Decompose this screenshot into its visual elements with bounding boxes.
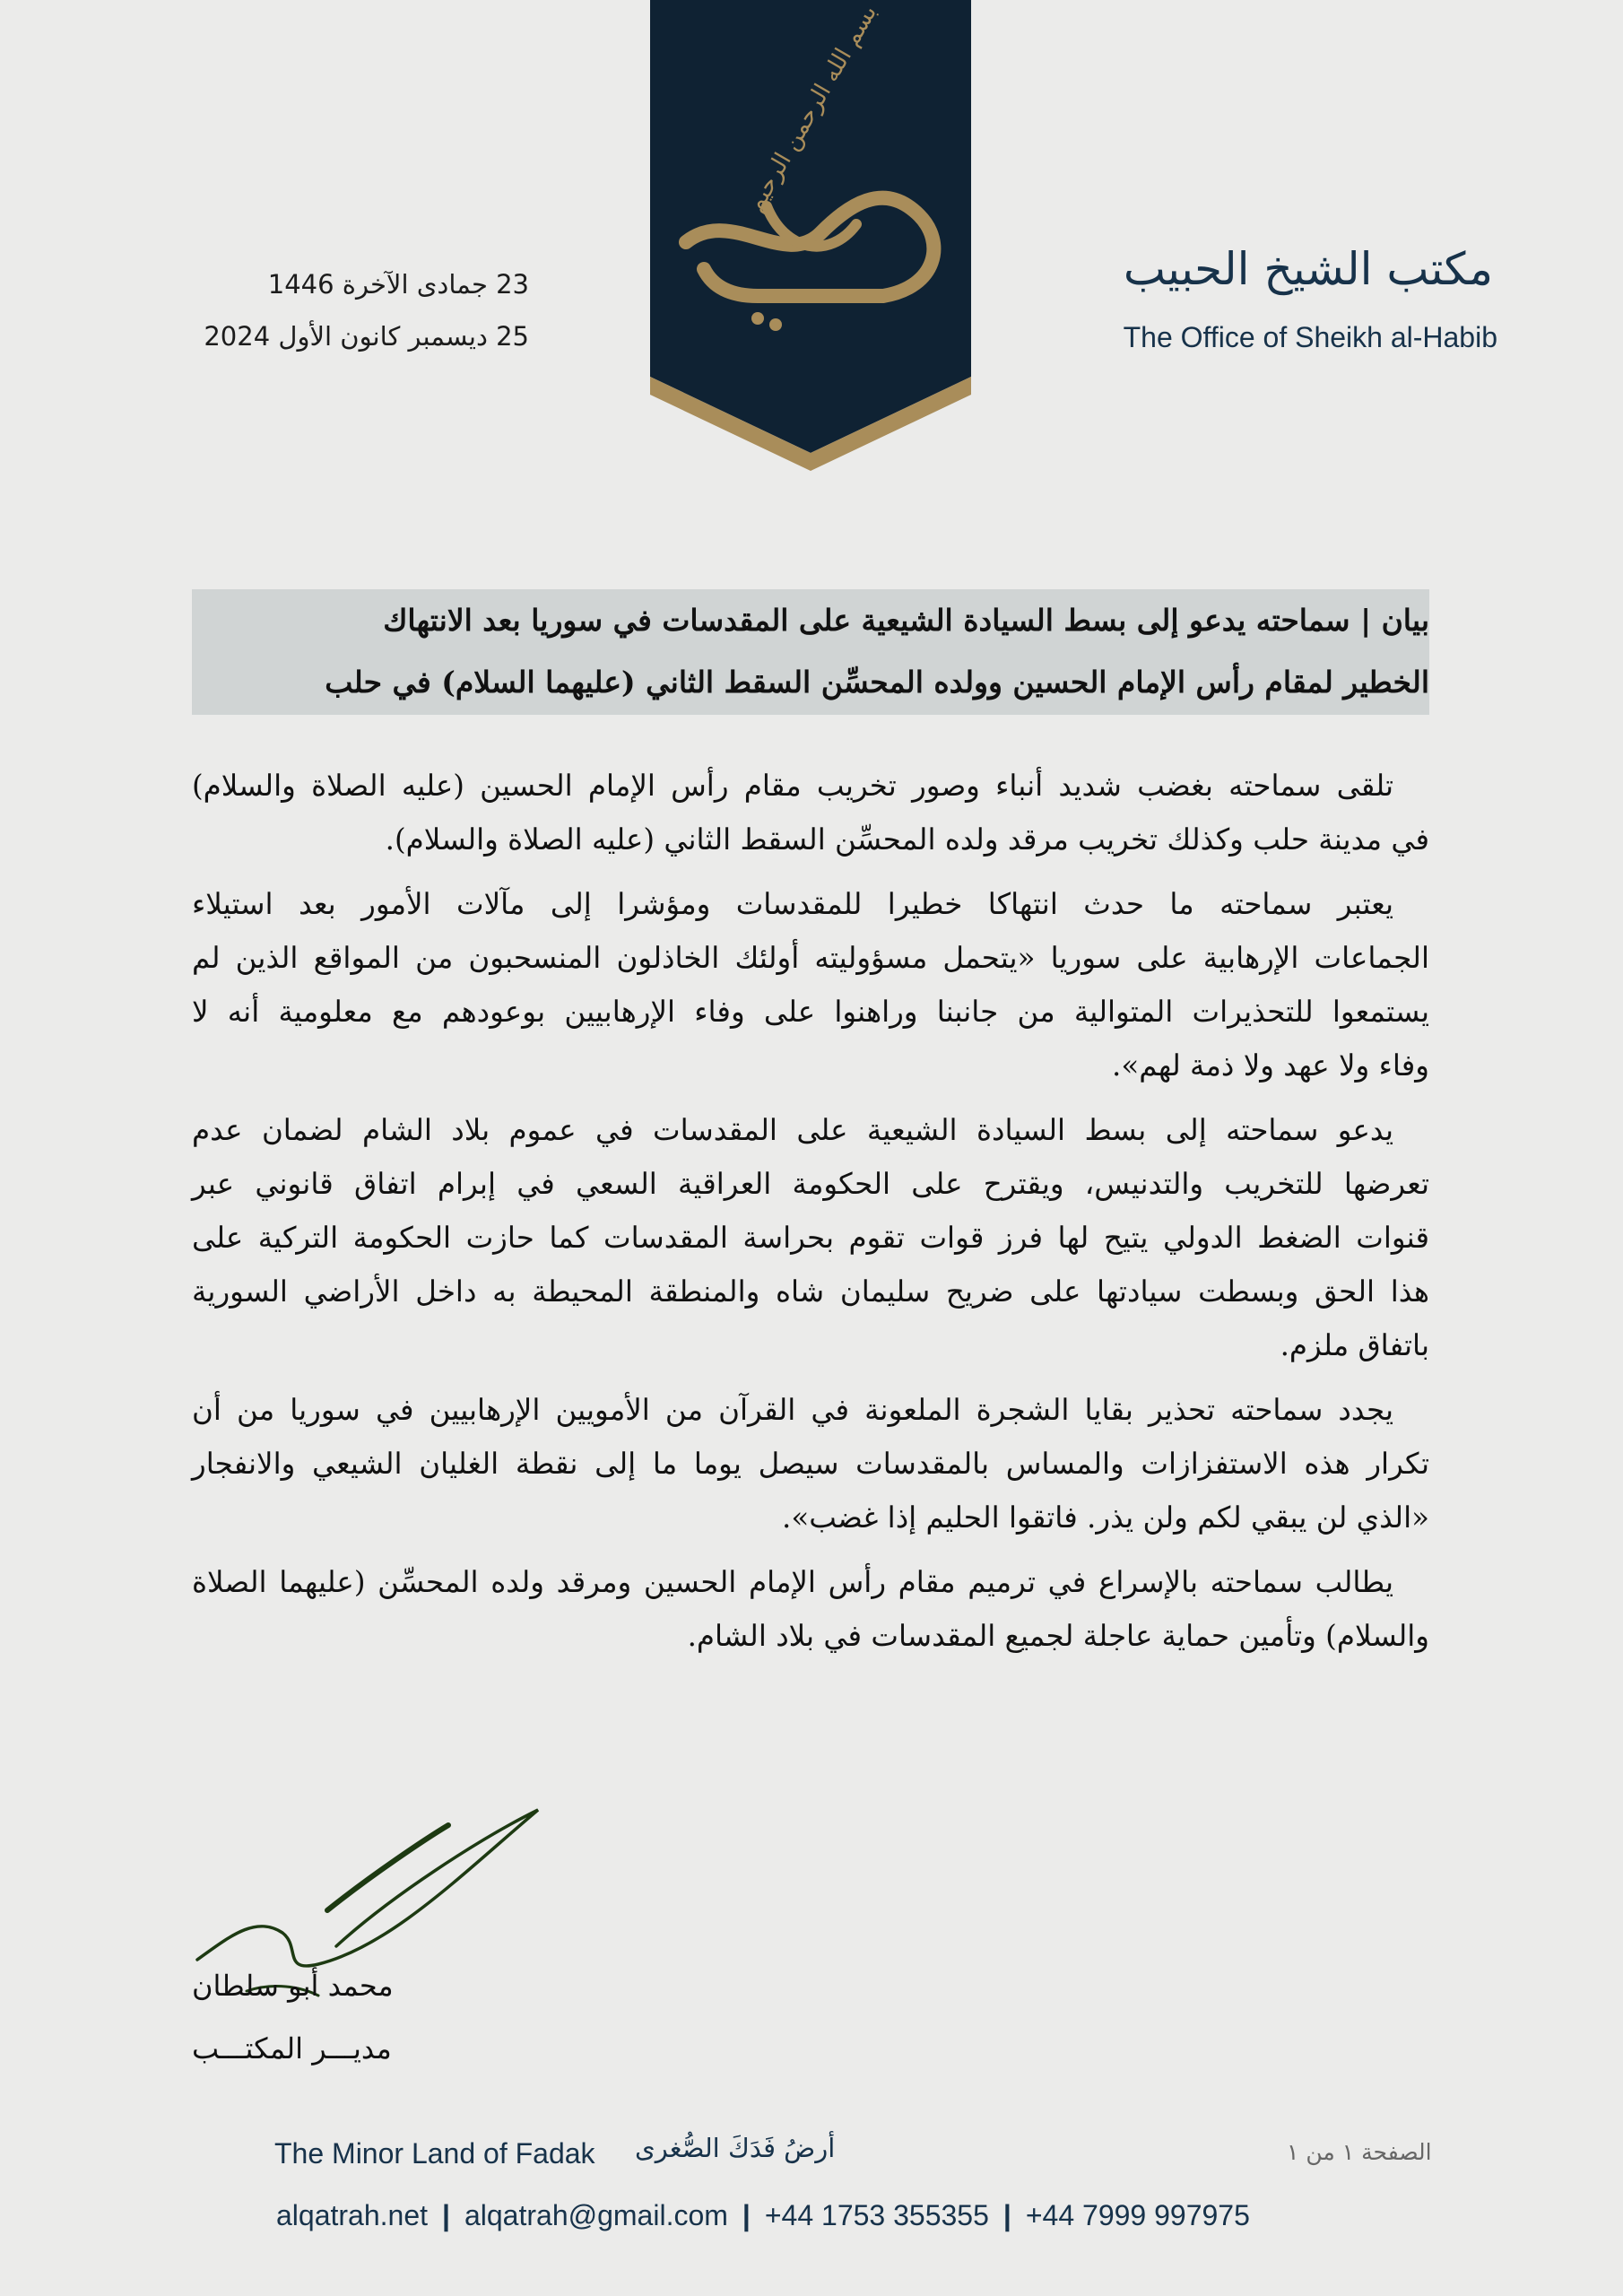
body-line: الجماعات الإرهابية على سوريا «يتحمل مسؤوليته أولئك الخاذلون المنسحبون من المواقع الذين لم [192,941,1429,975]
body-line: يعتبر سماحته ما حدث انتهاكا خطيرا للمقدسات ومؤشرا إلى مآلات الأمور بعد استيلاء [192,887,1393,921]
body-line: وفاء ولا عهد ولا ذمة لهم». [1112,1048,1429,1083]
date-gregorian: 25 ديسمبر كانون الأول 2024 [204,321,529,352]
separator: | [742,2199,751,2231]
office-name-english: The Office of Sheikh al-Habib [1123,321,1497,353]
body-line: تكرار هذه الاستفزازات والمساس بالمقدسات سيصل يوما ما إلى نقطة الغليان الشيعي والانفجار [192,1447,1429,1481]
emblem-banner [650,0,971,471]
body-paragraph [192,877,1429,1092]
footer-land-arabic: أرضُ فَدَكَ الصُّغرى [635,2133,836,2163]
basmala-calligraphy: بسم الله الرحمن الرحيم [742,0,883,217]
website-link[interactable]: alqatrah.net [276,2199,429,2231]
page-number: الصفحة ١ من ١ [1287,2139,1432,2165]
separator: | [442,2199,450,2231]
phone-2[interactable]: +44 7999 997975 [1025,2199,1250,2231]
body-line: يستمعوا للتحذيرات المتوالية من جانبنا وراهنوا على وفاء الإرهابيين بوعودهم مع معلومية أنه لا [192,995,1429,1029]
statement-title [192,589,1429,713]
signatory-name: محمد أبو سلطان [192,1969,394,2003]
signatory-role: مديـــر المكتـــب [192,2031,392,2066]
body-line: يدعو سماحته إلى بسط السيادة الشيعية على المقدسات في عموم بلاد الشام لضمان عدم [192,1113,1393,1147]
office-logo-arabic [1098,229,1497,309]
body-paragraph [192,759,1429,866]
body-line: باتفاق ملزم. [1280,1328,1429,1362]
statement-body [192,759,1429,1674]
title-line: الخطير لمقام رأس الإمام الحسين وولده المحسِّن السقط الثاني (عليهما السلام) في حلب [325,665,1429,700]
body-paragraph [192,1103,1429,1372]
date-hijri: 23 جمادى الآخرة 1446 [267,269,529,300]
body-paragraph [192,1383,1429,1544]
body-line: يطالب سماحته بالإسراع في ترميم مقام رأس الإمام الحسين ومرقد ولده المحسِّن (عليهما الصلاة [192,1565,1393,1599]
body-line: والسلام) وتأمين حماية عاجلة لجميع المقدسات في بلاد الشام. [687,1619,1429,1653]
svg-text:مكتب الشيخ الحبيب: مكتب الشيخ الحبيب [1123,243,1493,295]
phone-1[interactable]: +44 1753 355355 [764,2199,989,2231]
body-line: قنوات الضغط الدولي يتيح لها فرز قوات تقوم بحراسة المقدسات كما حازت الحكومة التركية على [192,1221,1429,1255]
separator: | [1002,2199,1011,2231]
title-line: بيان | سماحته يدعو إلى بسط السيادة الشيعية على المقدسات في سوريا بعد الانتهاك [383,603,1429,638]
footer-land-english: The Minor Land of Fadak [274,2137,595,2170]
body-line: تلقى سماحته بغضب شديد أنباء وصور تخريب مقام رأس الإمام الحسين (عليه الصلاة والسلام) [192,769,1393,803]
body-line: في مدينة حلب وكذلك تخريب مرقد ولده المحسِّن السقط الثاني (عليه الصلاة والسلام). [385,822,1429,857]
body-line: «الذي لن يبقي لكم ولن يذر. فاتقوا الحليم إذا غضب». [782,1500,1429,1535]
body-line: هذا الحق وبسطت سيادتها على ضريح سليمان شاه والمنطقة المحيطة به داخل الأراضي السورية [192,1274,1429,1309]
contact-line [276,2199,1250,2232]
body-line: يجدد سماحته تحذير بقايا الشجرة الملعونة في القرآن من الأمويين الإرهابيين في سوريا من أن [192,1393,1393,1427]
body-line: تعرضها للتخريب والتدنيس، ويقترح على الحكومة العراقية السعي في إبرام اتفاق قانوني عبر [192,1167,1429,1201]
date-block [152,258,529,362]
email-link[interactable]: alqatrah@gmail.com [464,2199,728,2231]
body-paragraph [192,1555,1429,1663]
